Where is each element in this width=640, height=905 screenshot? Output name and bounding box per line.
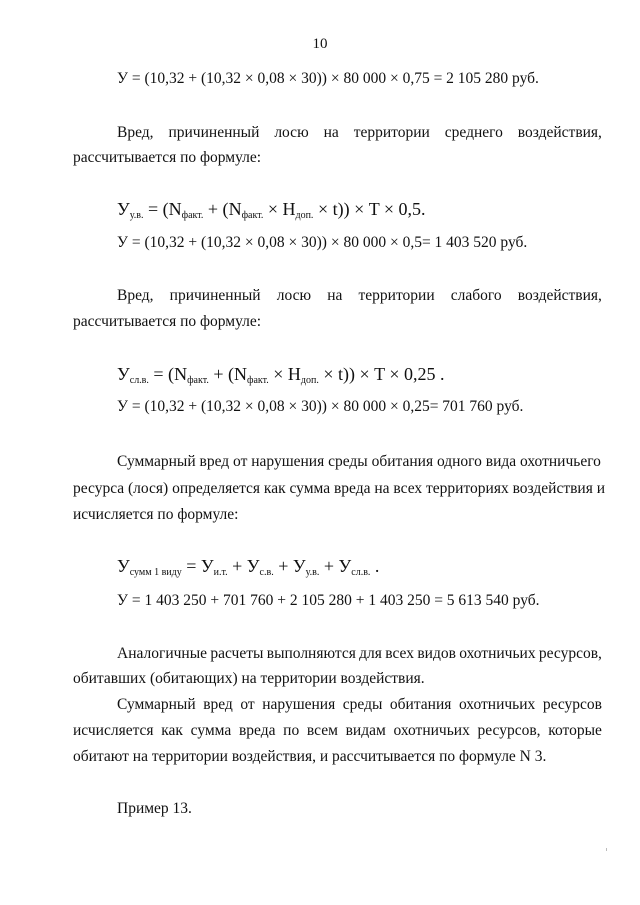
formula-symbol: N bbox=[228, 199, 242, 219]
formula-symbol: У bbox=[246, 556, 260, 576]
word: слабого bbox=[450, 287, 502, 304]
formula-symbol: У bbox=[200, 556, 214, 576]
formula-symbol: У bbox=[117, 364, 130, 384]
formula-tail: × t)) × T × 0,5. bbox=[317, 199, 426, 219]
formula-symbol: У bbox=[117, 199, 130, 219]
calculation-line-3: У = (10,32 + (10,32 × 0,08 × 30)) × 80 000 × 0,25= 701 760 руб. bbox=[117, 398, 524, 415]
formula-subscript: факт. bbox=[241, 210, 264, 221]
word: среднего bbox=[444, 124, 503, 141]
word: лосю bbox=[274, 124, 309, 141]
word: сумма bbox=[190, 722, 232, 739]
word: Вред, bbox=[117, 287, 154, 304]
word: причиненный bbox=[168, 124, 260, 141]
formula-tail: × t)) × T × 0,25 . bbox=[323, 364, 445, 384]
paragraph-1-line-1 bbox=[117, 124, 602, 142]
word: как bbox=[161, 722, 183, 739]
word: лосю bbox=[276, 287, 312, 304]
word: видов bbox=[417, 645, 456, 662]
formula-subscript: сл.в. bbox=[129, 375, 149, 386]
word: среды bbox=[342, 696, 383, 713]
formula-moderate-impact: Уу.в. = (Nфакт. + (Nфакт. × Hдоп. × t)) × T × 0,5. bbox=[117, 199, 426, 221]
word: ресурсов bbox=[542, 696, 602, 713]
word: охотничьих bbox=[393, 722, 470, 739]
formula-symbol: H bbox=[287, 364, 301, 384]
word: Суммарный bbox=[117, 696, 196, 713]
paragraph-4-line-1 bbox=[117, 645, 602, 663]
calculation-line-2: У = (10,32 + (10,32 × 0,08 × 30)) × 80 000 × 0,5= 1 403 520 руб. bbox=[117, 234, 528, 251]
paragraph-2-line-1 bbox=[117, 287, 602, 305]
formula-symbol: У bbox=[117, 556, 130, 576]
word: ресурсов, bbox=[477, 722, 541, 739]
paragraph-2-line-2: рассчитывается по формуле: bbox=[73, 313, 262, 330]
word: Аналогичные bbox=[117, 645, 208, 662]
word: охотничьих bbox=[458, 696, 536, 713]
scan-mark bbox=[606, 848, 607, 851]
formula-subscript: сл.в. bbox=[351, 567, 371, 578]
formula-subscript: доп. bbox=[300, 375, 319, 386]
word: которые bbox=[548, 722, 602, 739]
word: на bbox=[323, 124, 339, 141]
formula-tail: . bbox=[374, 556, 380, 576]
formula-subscript: с.в. bbox=[259, 567, 274, 578]
word: территории bbox=[353, 124, 430, 141]
word: видам bbox=[345, 722, 386, 739]
word: причиненный bbox=[169, 287, 261, 304]
formula-subscript: факт. bbox=[246, 375, 269, 386]
word: территории bbox=[358, 287, 435, 304]
formula-symbol: У bbox=[338, 556, 352, 576]
paragraph-5-line-1 bbox=[117, 696, 602, 714]
calculation-line-4: У = 1 403 250 + 701 760 + 2 105 280 + 1 403 250 = 5 613 540 руб. bbox=[117, 592, 540, 609]
formula-symbol: N bbox=[233, 364, 247, 384]
word: воздействия, bbox=[517, 124, 602, 141]
word: для bbox=[359, 645, 382, 662]
formula-weak-impact: Усл.в. = (Nфакт. + (Nфакт. × Hдоп. × t)) × T × 0,25 . bbox=[117, 364, 445, 386]
formula-total-one-species: Усумм 1 виду = Уи.т. + Ус.в. + Уу.в. + Усл.в. . bbox=[117, 556, 380, 578]
page-number: 10 bbox=[312, 36, 328, 52]
word: нарушения bbox=[262, 696, 336, 713]
paragraph-5-line-3: обитают на территории воздействия, и рассчитывается по формуле N 3. bbox=[73, 748, 547, 765]
word: вреда bbox=[238, 722, 276, 739]
formula-symbol: H bbox=[282, 199, 296, 219]
word: всем bbox=[306, 722, 338, 739]
formula-symbol: N bbox=[174, 364, 188, 384]
word: по bbox=[283, 722, 300, 739]
word: охотничьих bbox=[459, 645, 536, 662]
word: от bbox=[240, 696, 255, 713]
formula-subscript: у.в. bbox=[305, 567, 320, 578]
word: всех bbox=[385, 645, 414, 662]
word: исчисляется bbox=[73, 722, 154, 739]
formula-subscript: факт. bbox=[187, 375, 209, 386]
formula-subscript: доп. bbox=[295, 210, 314, 221]
word: обитания bbox=[389, 696, 452, 713]
paragraph-5-line-2 bbox=[73, 722, 602, 740]
formula-subscript: у.в. bbox=[129, 210, 144, 221]
paragraph-3-line-2: ресурса (лося) определяется как сумма вреда на всех территориях воздействия и bbox=[73, 480, 606, 497]
word: Вред, bbox=[117, 124, 154, 141]
formula-subscript: факт. bbox=[181, 210, 204, 221]
word: на bbox=[327, 287, 343, 304]
formula-symbol: N bbox=[168, 199, 182, 219]
formula-symbol: У bbox=[292, 556, 306, 576]
word: выполняются bbox=[266, 645, 356, 662]
word: расчеты bbox=[210, 645, 264, 662]
example-heading: Пример 13. bbox=[117, 800, 192, 817]
paragraph-3-line-1: Суммарный вред от нарушения среды обитания одного вида охотничьего bbox=[117, 453, 601, 470]
word: вред bbox=[203, 696, 233, 713]
word: воздействия, bbox=[517, 287, 602, 304]
formula-subscript: сумм 1 виду bbox=[129, 567, 182, 578]
word: ресурсов, bbox=[538, 645, 602, 662]
paragraph-4-line-2: обитавших (обитающих) на территории воздействия. bbox=[73, 670, 425, 687]
paragraph-1-line-2: рассчитывается по формуле: bbox=[73, 149, 262, 166]
calculation-line-1: У = (10,32 + (10,32 × 0,08 × 30)) × 80 000 × 0,75 = 2 105 280 руб. bbox=[117, 70, 539, 87]
paragraph-3-line-3: исчисляется по формуле: bbox=[73, 506, 239, 523]
formula-subscript: и.т. bbox=[213, 567, 228, 578]
